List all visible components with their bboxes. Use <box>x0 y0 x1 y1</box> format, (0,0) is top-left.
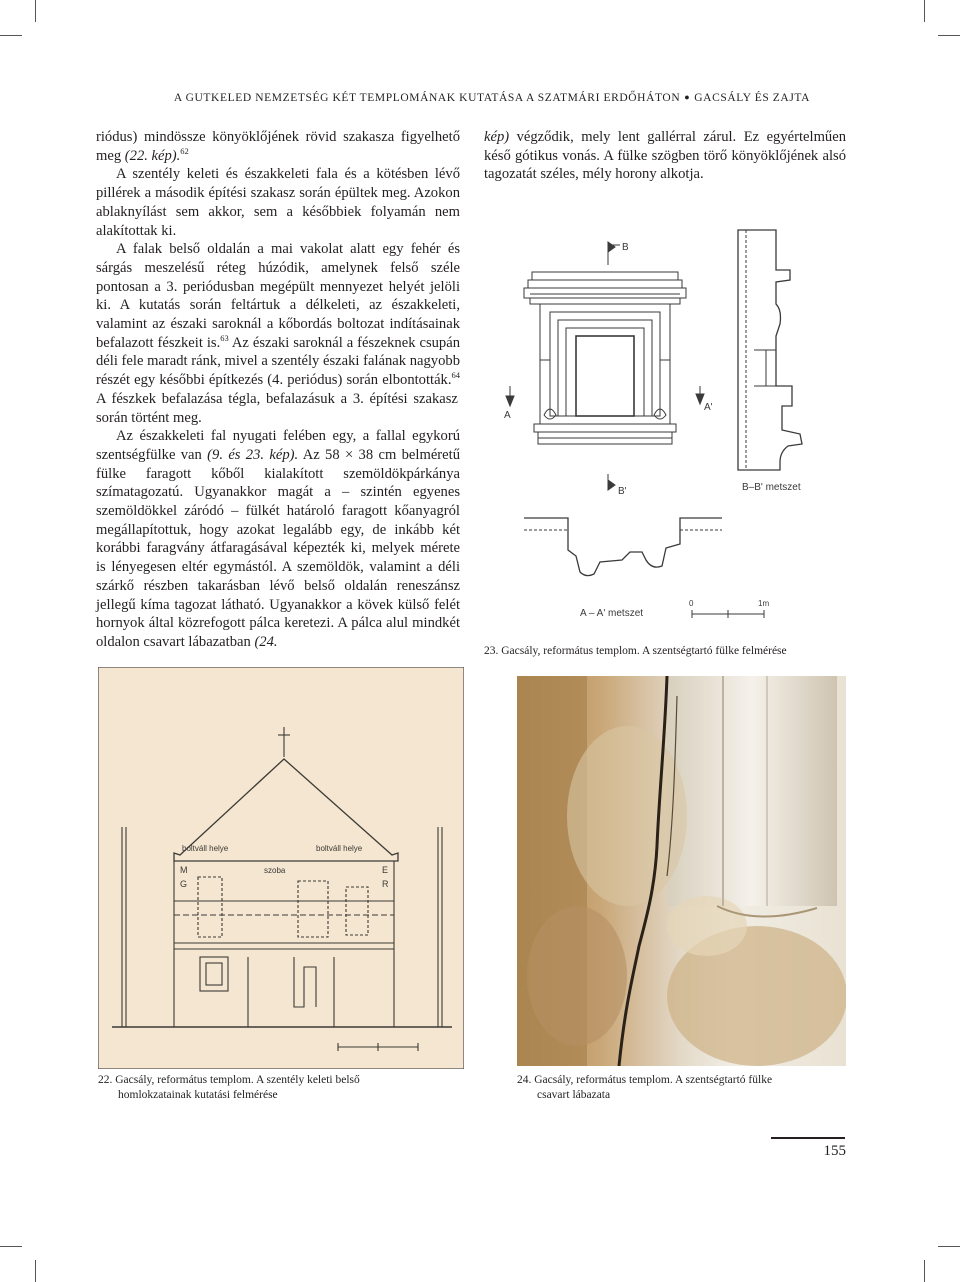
chancel-survey-drawing <box>98 667 464 1069</box>
caption-line: 24. Gacsály, református templom. A szentségtartó fülke <box>517 1074 773 1086</box>
page-number-rule <box>771 1137 845 1139</box>
label-b-prime: B' <box>618 486 627 497</box>
paragraph: A szentély keleti és északkeleti fala és a kötésben lévő pillérek a második építési szakasz során épültek meg. Azokon ablaknyílást sem akkor, sem a későbbiek folyamán nem alakítottak ki. <box>96 166 460 239</box>
text-run: Az 58 × 38 cm belméretű fülke faragott kőből kialakított szemöldökpárkánya szímatagozatú. Ugyanakkor magát a – szintén egyenes szemöldökkel záródó – fülkét határoló faragott kőanyagról megállapítottuk, hogy azokat legalább egy, de inkább két korábbi faragvány átfaragásával képezték ki, melyek mérete is lényegesen eltér egymástól. A szemöldök, valamint a déli szárkő részben takarásban lévő belső oldalán reneszánsz jellegű kíma tagozat látható. Ugyanakkor a kövek külső felét hornyok által közrefogott pálca keretezi. A pálca alul mindkét oldalon csavart lábazatban <box>96 446 460 650</box>
right-text-column <box>484 128 846 184</box>
label-boltvall-right: boltváll helye <box>316 844 363 853</box>
page-number: 155 <box>823 1143 846 1159</box>
label-e: E <box>382 865 389 875</box>
text-run: Az északi saroknál a fészeknek csupán déli fele maradt ránk, mivel a szentély északi falának nagyobb részét egy későbbi építkezés (4. periódus) során elbontották. <box>96 334 460 389</box>
label-section-aa: A – A' metszet <box>580 608 644 619</box>
figure-23-caption: 23. Gacsály, református templom. A szentségtartó fülke felmérése <box>484 645 787 657</box>
niche-survey-drawing <box>484 200 846 632</box>
label-a-prime: A' <box>704 402 713 413</box>
text-run: Az északkeleti fal nyugati felében egy, a fallal egykorú szentségfülke van <box>96 428 460 463</box>
crop-mark <box>35 1260 36 1282</box>
scale-zero: 0 <box>689 599 694 608</box>
crop-mark <box>938 1246 960 1247</box>
crop-mark <box>924 1260 925 1282</box>
label-section-bb: B–B' metszet <box>742 482 801 493</box>
paragraph <box>96 240 460 427</box>
footnote-marker: 64 <box>451 370 460 381</box>
caption-line: csavart lábazata <box>537 1089 611 1101</box>
running-head-title: A GUTKELED NEMZETSÉG KÉT TEMPLOMÁNAK KUTATÁSA A SZATMÁRI ERDŐHÁTON <box>173 92 681 104</box>
label-szoba: szoba <box>264 866 286 875</box>
text-run: riódus) mindössze könyöklőjének rövid szakasza figyelhető meg <box>96 129 460 164</box>
figure-22-chancel-survey <box>98 667 464 1069</box>
running-head-section: GACSÁLY ÉS ZAJTA <box>694 92 810 104</box>
footnote-marker: 62 <box>180 145 189 156</box>
figure-reference: kép) <box>484 129 510 145</box>
figure-23-niche-survey <box>484 200 846 632</box>
crop-mark <box>924 0 925 22</box>
figure-22-caption <box>98 1073 464 1103</box>
footnote-marker: 63 <box>220 332 229 343</box>
text-run: végződik, mely lent gallérral zárul. Ez egyértelműen késő gótikus vonás. A fülke szögben törő könyöklőjének alsó tagozatát széles, mély horony alkotja. <box>484 129 846 183</box>
label-g: G <box>180 879 188 889</box>
paragraph <box>96 128 460 165</box>
figure-reference: (24. <box>254 633 278 650</box>
label-b: B <box>622 242 629 253</box>
text-run: A falak belső oldalán a mai vakolat alatt egy fehér és sárgás meszelésű réteg húzódik, amelynek felső széle pontosan a 3. periódusban megépült mennyezet helyét jelöli ki. A kutatás során feltártuk a délkeleti, az északkeleti, valamint az északi saroknál a kőbordás boltozat indításainak befalazott fészkeit is. <box>96 241 460 351</box>
label-a: A <box>504 410 511 421</box>
bullet-separator: ● <box>684 92 691 102</box>
left-text-column <box>96 128 460 652</box>
caption-line: homlokzatainak kutatási felmérése <box>118 1089 278 1101</box>
label-m: M <box>180 865 188 875</box>
crop-mark <box>938 35 960 36</box>
caption-line: 22. Gacsály, református templom. A szentély keleti belső <box>98 1074 360 1086</box>
paragraph <box>484 128 846 184</box>
paragraph <box>96 427 460 651</box>
scale-end: 1m <box>758 599 770 608</box>
running-head <box>96 92 810 104</box>
crop-mark <box>0 35 22 36</box>
label-boltvall-left: boltváll helye <box>182 844 229 853</box>
text-run: A fészkek befalazása tégla, befalazásuk a 3. építési szakasz során történt meg. <box>96 390 458 426</box>
label-r: R <box>382 879 389 889</box>
crop-mark <box>35 0 36 22</box>
crop-mark <box>0 1246 22 1247</box>
figure-24-photo <box>517 676 846 1066</box>
figure-reference: (22. kép). <box>124 147 181 164</box>
figure-24-caption <box>517 1073 846 1103</box>
twisted-base-photo <box>517 676 846 1066</box>
figure-reference: (9. és 23. kép). <box>207 446 299 463</box>
